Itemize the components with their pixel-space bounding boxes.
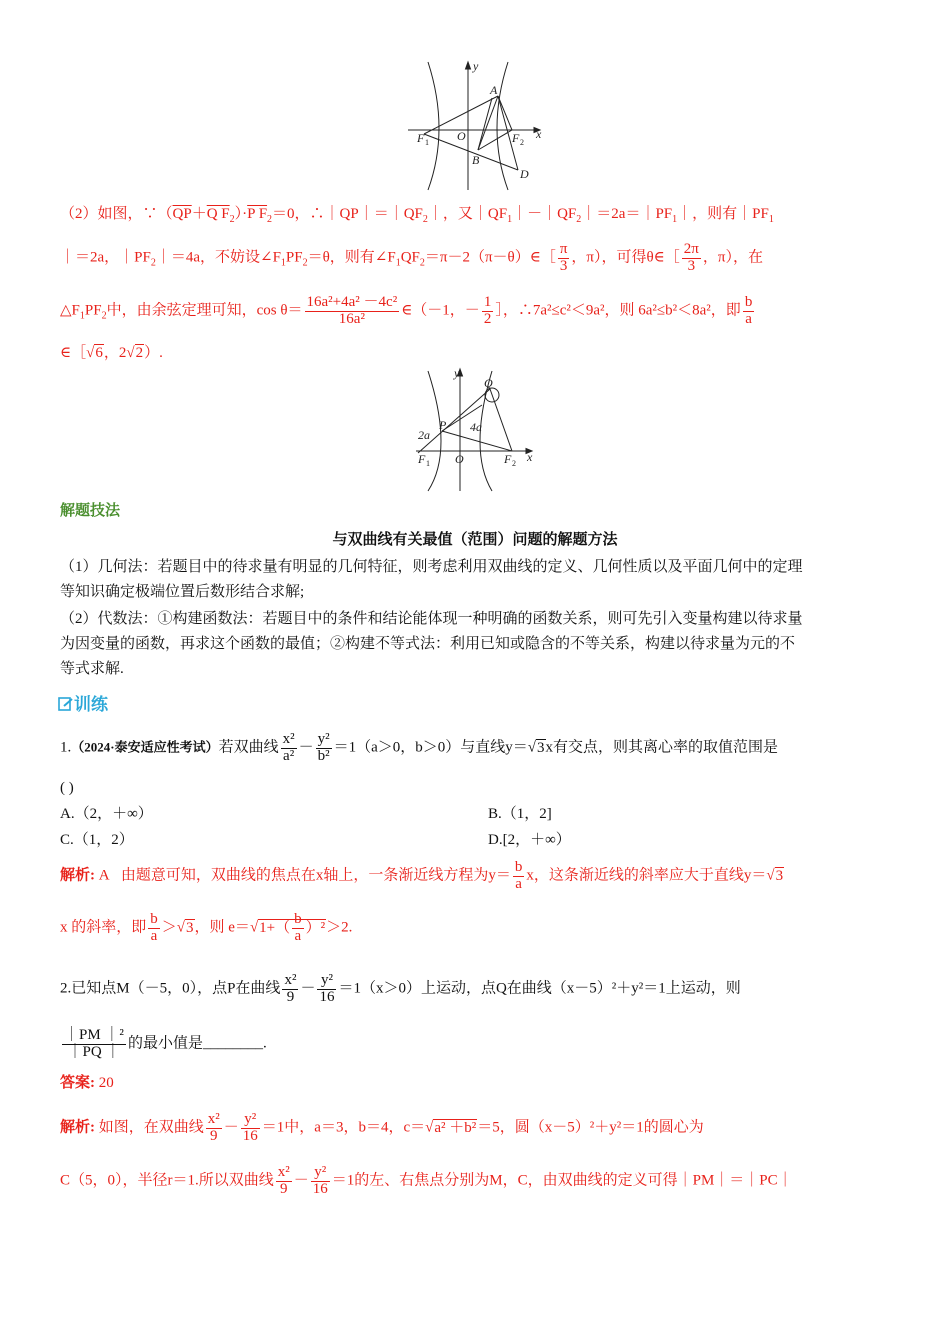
label-d: D (520, 167, 529, 181)
text: ）. (144, 345, 163, 361)
denominator: 3 (559, 257, 568, 274)
q2-answer (60, 1072, 114, 1094)
denominator: a (294, 927, 302, 944)
question-source: （2024·泰安适应性考试） (71, 739, 219, 755)
question-2-line2 (60, 1028, 267, 1061)
sub: 2 (302, 257, 308, 269)
label-f2-sub: 2 (520, 138, 524, 147)
sub: 1 (507, 214, 513, 225)
fraction-x2-a2 (281, 732, 297, 765)
solution-part2-line2 (60, 242, 763, 275)
label-f1: F (417, 131, 425, 145)
text: － (300, 980, 316, 997)
solution-label: 解析: (60, 1119, 95, 1136)
sub: 1 (395, 257, 401, 269)
solution-label: 解析: (60, 867, 95, 884)
numerator: b (514, 859, 523, 875)
fraction-x2-9 (282, 973, 298, 1006)
fraction-cos-theta (305, 295, 400, 328)
numerator: 1 (483, 294, 492, 310)
fraction-pi-3 (558, 242, 570, 275)
text: ）· (234, 206, 248, 222)
numerator: b (294, 911, 302, 927)
text: ，2 (103, 345, 127, 361)
text: 2.已知点M（－5，0），点P在曲线 (60, 980, 281, 997)
text: 1+（ (259, 919, 291, 936)
label-y: y (454, 366, 460, 380)
option-d[interactable]: D.[2，＋∞） (488, 832, 571, 848)
numerator: b (150, 911, 158, 927)
answer-value: 20 (98, 1075, 114, 1091)
denominator: 16a² (338, 310, 365, 327)
text: ｜，又｜QF (427, 206, 508, 222)
vector-qp: $\overline{QP}$ (172, 206, 192, 222)
denominator: b² (317, 747, 330, 764)
sub: 2 (229, 214, 235, 225)
label-f1-sub: 1 (426, 459, 430, 468)
sub: 1 (280, 257, 286, 269)
fraction-pm2-pq (62, 1028, 126, 1061)
denominator: 9 (286, 988, 295, 1005)
text: PF (84, 302, 102, 319)
radicand: 3 (186, 919, 194, 936)
numerator: π (559, 241, 568, 257)
fraction-b-a (513, 860, 525, 893)
hyperbola-figure-1 (400, 58, 550, 198)
text: ｜＝4a，不妨设∠F (155, 249, 281, 266)
fraction-b-a (148, 912, 160, 945)
fraction-half (482, 295, 494, 328)
hyperbola-figure-2 (412, 365, 542, 495)
numerator: x² (284, 972, 297, 988)
radicand: 6 (95, 345, 103, 361)
text: 中，由余弦定理可知，cos θ＝ (106, 302, 303, 319)
question-number: 1. (60, 739, 72, 756)
q1-solution-line1: 解析: A 由题意可知，双曲线的焦点在x轴上，一条渐近线方程为y＝ $\frac{b}{a}$ x，这条渐近线的斜率应大于直线y＝√3 (60, 859, 784, 892)
numerator: y² (311, 1165, 330, 1182)
denominator: a² (283, 747, 295, 764)
numerator: x² (277, 1164, 290, 1180)
text: 如图，在双曲线 (98, 1119, 204, 1136)
solution-part2-line1 (60, 203, 774, 231)
fraction-y2-16 (241, 1112, 260, 1145)
technique-p2b: 为因变量的函数，再求这个函数的最值；②构建不等式法：利用已知或隐含的不等关系，构建以待求量为元的不 (60, 636, 796, 652)
numerator: y² (317, 973, 336, 990)
numerator: 16a²+4a² －4c² (306, 294, 398, 310)
label-y: y (473, 59, 479, 73)
numerator: x² (282, 731, 295, 747)
text: ，则 e＝ (194, 919, 250, 936)
label-f1: F (418, 452, 426, 466)
question-1: 1.（2024·泰安适应性考试）若双曲线 $\frac{\text{x²}}{\text{a²}}$ － $\frac{\text{y²}}{\text{b²}}$ ＝1（a＞0，b＞0）与直线y＝√3x有交点，则其离心率的取值范围是 (60, 731, 779, 764)
technique-title: 与双曲线有关最值（范围）问题的解题方法 (332, 531, 618, 548)
label-f2: F (512, 131, 520, 145)
label-q: Q (484, 376, 493, 390)
fraction-y2-16 (317, 973, 336, 1006)
denominator: a (745, 310, 752, 327)
numerator: y² (241, 1112, 260, 1129)
label-f2-sub: 2 (512, 459, 516, 468)
text: x有交点，则其离心率的取值范围是 (545, 739, 779, 756)
text: ］，∴7a²≤c²＜9a²，则 6a²≤b²＜8a²，即 (495, 302, 741, 319)
training-heading (58, 690, 108, 715)
text: ＝0，∴｜QP｜＝｜QF (272, 206, 423, 222)
text: x，这条渐近线的斜率应大于直线y＝ (526, 867, 767, 884)
fraction-x2-9 (206, 1112, 222, 1145)
label-4a: 4a (470, 420, 482, 434)
text: x 的斜率，即 (60, 919, 147, 936)
sub: 2 (267, 214, 273, 225)
text: ｜－｜QF (512, 206, 577, 222)
text: ）² (305, 919, 326, 936)
option-b[interactable]: B.（1，2] (488, 806, 552, 822)
text: ＝θ，则有∠F (307, 249, 396, 266)
technique-heading: 解题技法 (60, 502, 121, 519)
text: ∈（－1，－ (401, 302, 480, 319)
denominator: 16 (242, 1127, 258, 1144)
denominator: a (150, 927, 158, 944)
sub: 1 (79, 310, 85, 322)
text: ＝1（x＞0）上运动，点Q在曲线（x－5）²＋y²＝1上运动，则 (338, 980, 741, 997)
q2-solution-line2 (60, 1165, 793, 1198)
q2-solution-line1: 解析: 如图，在双曲线 $\frac{\text{x²}}{9}$ － $\frac{\text{y²}}{16}$ ＝1中，a＝3，b＝4，c＝√a² ＋b²＝5，圆（x－5）²＋y²＝1的圆心为 (60, 1111, 704, 1144)
vector-qf2: Q F (206, 206, 230, 222)
text: 由题意可知，双曲线的焦点在x轴上，一条渐近线方程为y＝ (120, 867, 511, 884)
fraction-b-a (292, 912, 304, 945)
radicand: a² ＋b² (434, 1119, 477, 1136)
denominator: 2 (483, 310, 492, 327)
sub: 2 (576, 214, 582, 225)
radical-eccentricity (258, 911, 326, 944)
answer-label: 答案: (60, 1075, 95, 1091)
text: （2）如图，∵（ (60, 206, 173, 222)
numerator: y² (317, 731, 330, 747)
text: 的最小值是________. (127, 1035, 267, 1052)
left-branch (428, 62, 439, 190)
text: ＝1中，a＝3，b＝4，c＝ (261, 1119, 426, 1136)
text: C（5，0），半径r＝1.所以双曲线 (60, 1172, 274, 1189)
text: PF (285, 249, 303, 266)
fraction-y2-16 (311, 1165, 330, 1198)
denominator: 16 (319, 988, 335, 1005)
denominator: 9 (210, 1127, 218, 1144)
text: ，π），在 (702, 249, 763, 266)
text: △F (60, 302, 80, 319)
denominator: a (515, 875, 522, 892)
text: － (293, 1172, 309, 1189)
label-2a: 2a (418, 428, 430, 442)
numerator: ｜PM ｜² (64, 1027, 124, 1043)
sub: 2 (419, 257, 425, 269)
sub: 2 (422, 214, 428, 225)
text: ＞2. (326, 919, 353, 936)
text: ＝π－2（π－θ）∈［ (424, 249, 556, 266)
text: ＋ (191, 206, 207, 222)
text: ＝1（a＞0，b＞0）与直线y＝ (333, 739, 528, 756)
option-a[interactable]: A.（2，＋∞） (60, 806, 153, 822)
text: 若双曲线 (218, 739, 279, 756)
radicand: 3 (537, 739, 545, 756)
sub: 1 (672, 214, 678, 225)
text: － (223, 1119, 239, 1136)
text: ＝5，圆（x－5）²＋y²＝1的圆心为 (477, 1119, 704, 1136)
numerator: 2π (683, 241, 699, 257)
text: ∈［ (60, 345, 87, 361)
solution-part2-line3 (60, 295, 756, 328)
text: ＞ (161, 919, 177, 936)
fraction-y2-b2 (316, 732, 332, 765)
radicand: 3 (775, 867, 784, 884)
technique-p1a: （1）几何法：若题目中的待求量有明显的几何特征，则考虑利用双曲线的定义、几何性质以及平面几何中的定理 (60, 559, 803, 575)
technique-p2c: 等式求解. (60, 661, 124, 677)
solution-answer: A (98, 867, 110, 884)
q1-solution-line2: x 的斜率，即 $\frac{b}{a}$ ＞√3，则 e＝√1+（ $\frac{b}{a}$ ）²＞2. (60, 911, 353, 944)
label-f2: F (504, 452, 512, 466)
label-o: O (457, 129, 466, 143)
technique-p2a: （2）代数法：①构建函数法：若题目中的条件和结论能体现一种明确的函数关系，则可先引入变量构建以待求量 (60, 611, 803, 627)
vector-pf2: P F (247, 206, 268, 222)
text: ｜＝2a＝｜PF (581, 206, 673, 222)
denominator: ｜PQ ｜ (67, 1043, 121, 1060)
text: ＝1的左、右焦点分别为M，C，由双曲线的定义可得｜PM｜＝｜PC｜ (331, 1172, 793, 1189)
radicand: 2 (135, 345, 144, 361)
numerator: x² (207, 1111, 220, 1127)
technique-p1b: 等知识确定极端位置后数形结合求解; (60, 584, 305, 600)
label-p: P (439, 418, 447, 432)
label-x: x (527, 450, 533, 464)
denominator: 3 (687, 257, 696, 274)
numerator: b (744, 294, 753, 310)
label-f1-sub: 1 (425, 138, 429, 147)
answer-parentheses: ( ) (60, 780, 74, 796)
pencil-box-icon (58, 696, 74, 712)
label-b: B (472, 153, 480, 167)
text: ｜，则有｜PF (677, 206, 769, 222)
denominator: 9 (280, 1180, 288, 1197)
sub: 2 (150, 257, 156, 269)
sub: 2 (101, 310, 107, 322)
label-x: x (536, 127, 542, 141)
denominator: 16 (312, 1180, 328, 1197)
training-label: 训练 (74, 695, 108, 714)
text: ，π），可得θ∈［ (571, 249, 680, 266)
fraction-2pi-3 (682, 242, 701, 275)
fraction-x2-9 (276, 1165, 292, 1198)
label-a: A (490, 83, 498, 97)
sub: 1 (768, 214, 774, 225)
solution-part2-line4: ∈［√6，2√2）. (60, 345, 163, 361)
label-o: O (455, 452, 464, 466)
question-2 (60, 973, 741, 1006)
text: ｜＝2a，｜PF (60, 249, 151, 266)
text: － (298, 739, 314, 756)
option-c[interactable]: C.（1，2） (60, 832, 134, 848)
fraction-b-a (743, 295, 755, 328)
text: QF (400, 249, 420, 266)
